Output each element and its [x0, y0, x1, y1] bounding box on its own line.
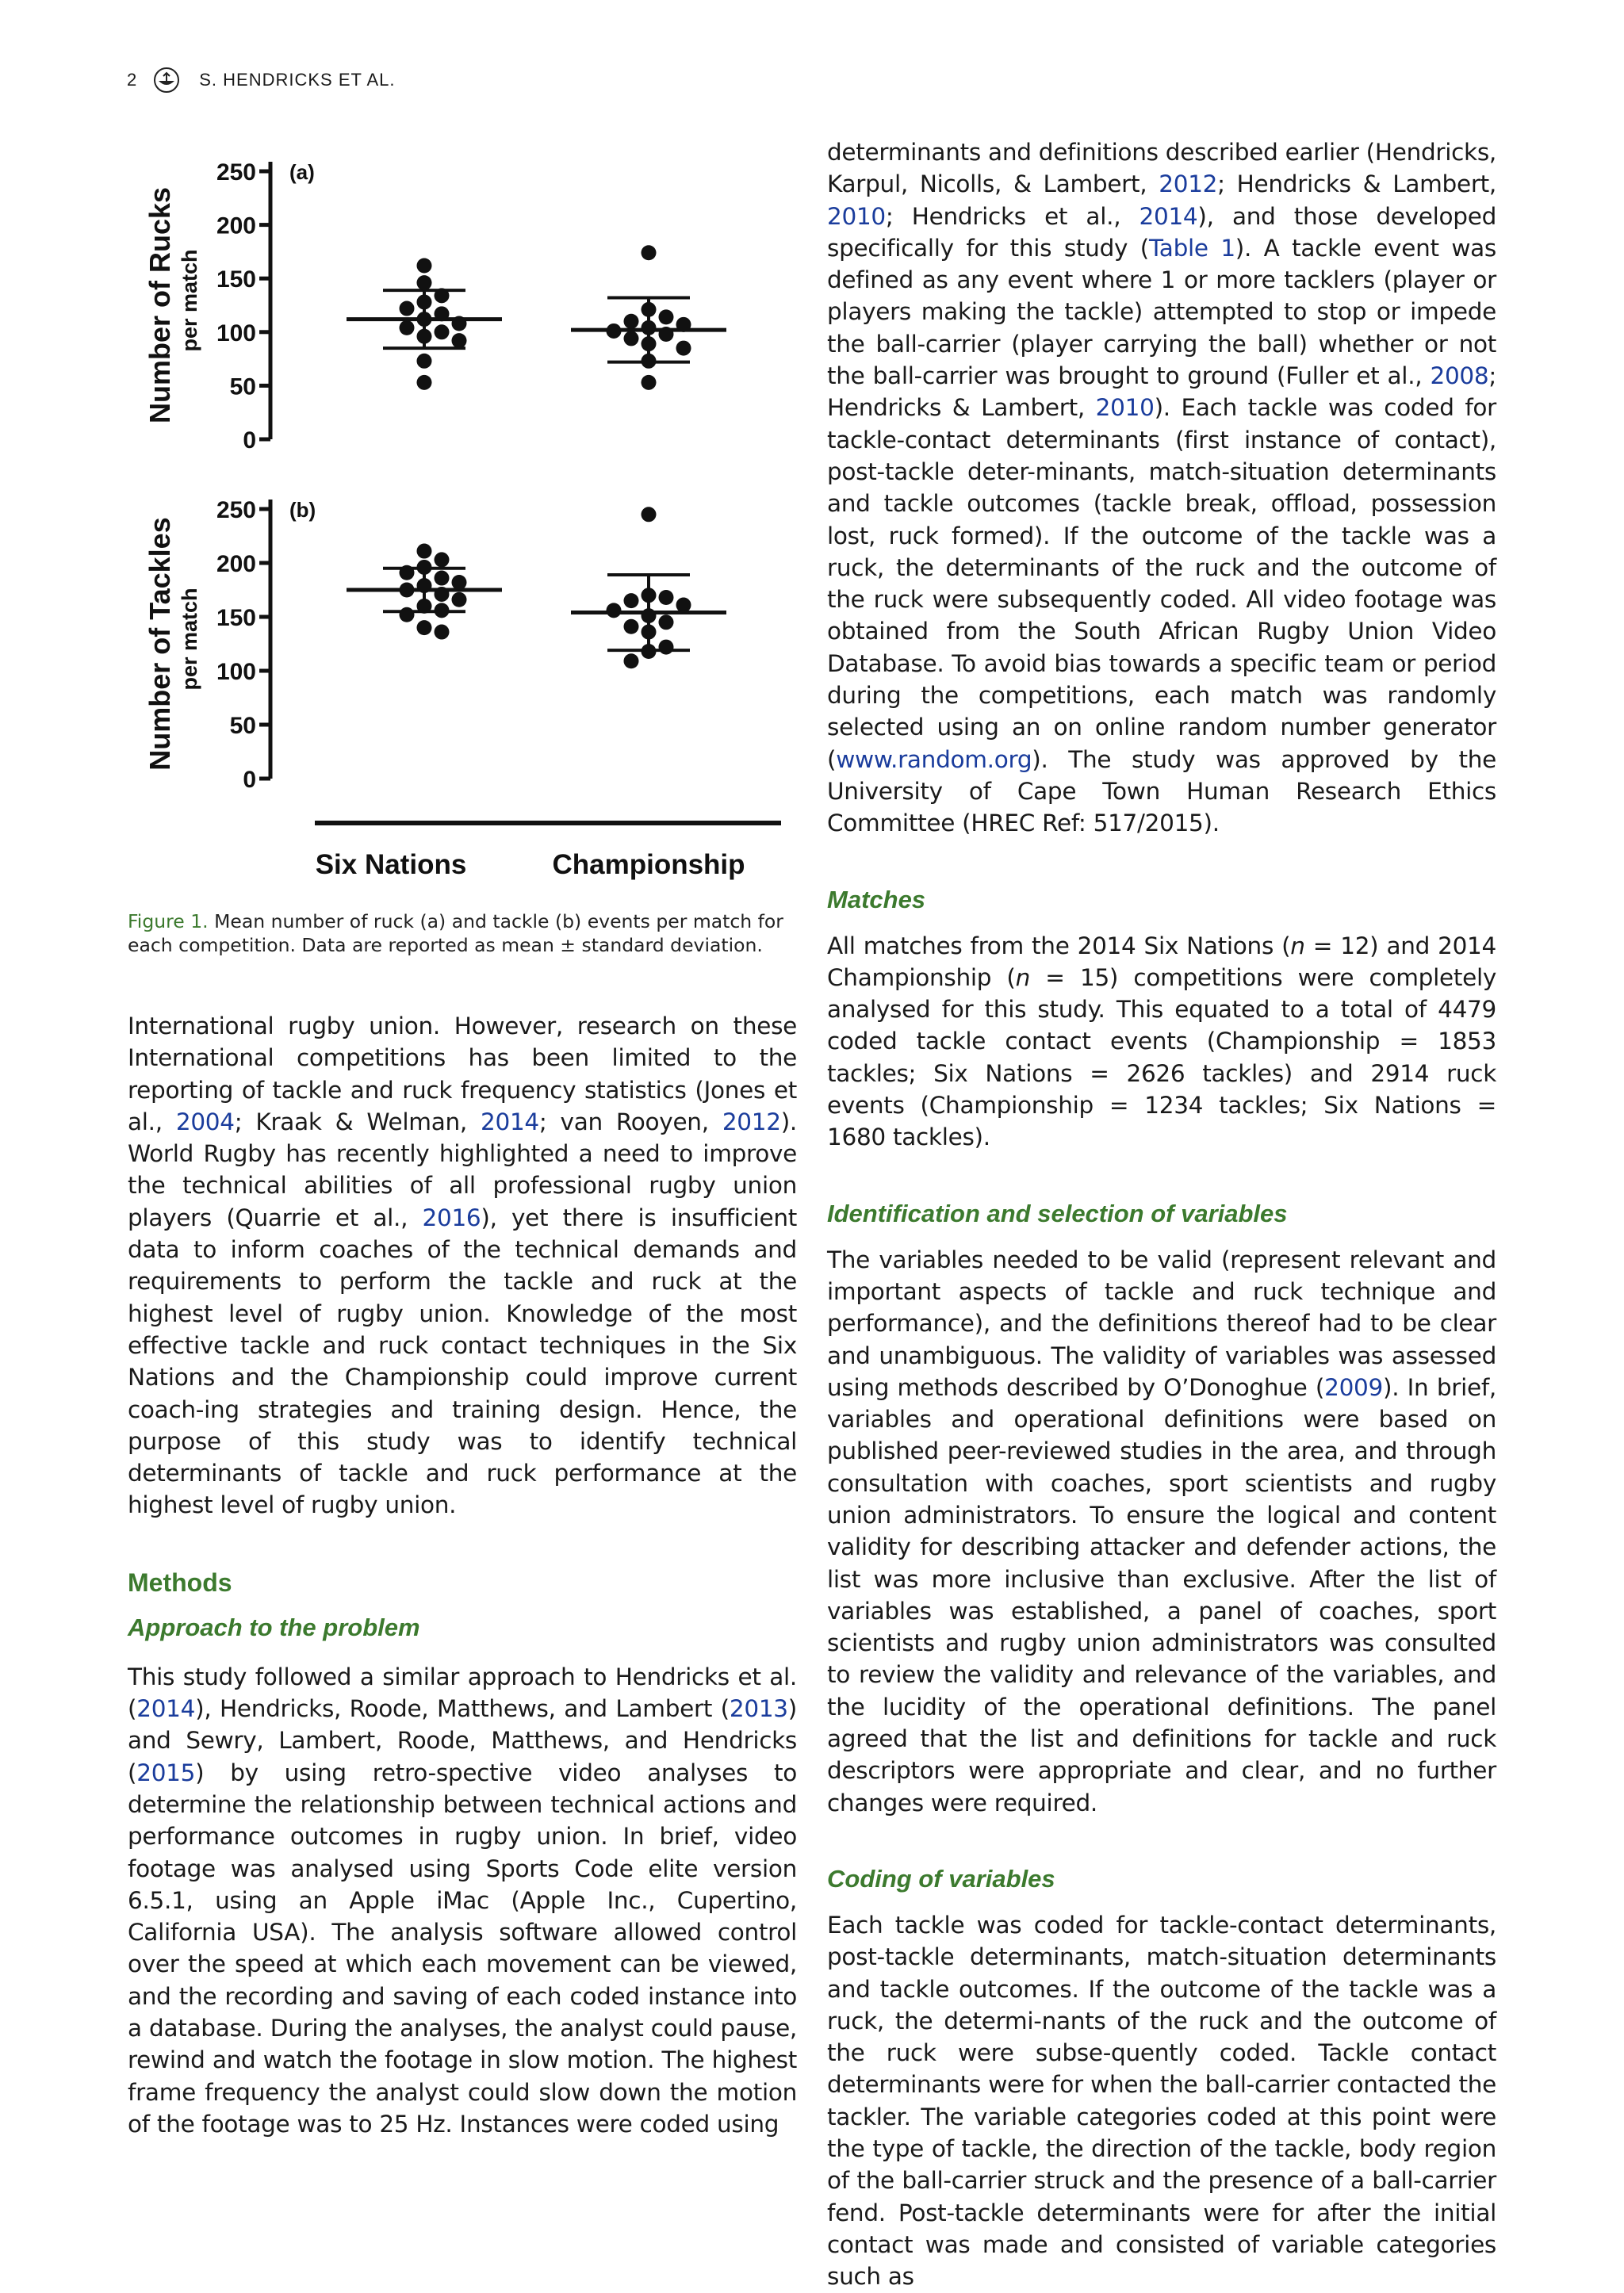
text-run: ; Hendricks et al., — [885, 202, 1139, 230]
identification-paragraph — [827, 1244, 1496, 1819]
y-tick-label: 200 — [216, 551, 256, 577]
approach-heading: Approach to the problem — [128, 1613, 420, 1641]
text-run: ; Hendricks & Lambert, — [827, 362, 1496, 422]
data-point — [435, 324, 450, 339]
y-tick-label: 150 — [216, 266, 256, 293]
data-point — [435, 571, 450, 586]
data-point — [642, 302, 657, 317]
data-point — [607, 603, 622, 618]
data-point — [435, 587, 450, 602]
italic-text: n — [1015, 963, 1031, 991]
x-category-label: Championship — [552, 849, 745, 880]
matches-heading: Matches — [827, 885, 926, 913]
data-point — [642, 507, 657, 522]
text-run: ), Hendricks, Roode, Matthews, and Lambert ( — [195, 1695, 730, 1723]
methods-heading: Methods — [128, 1568, 232, 1597]
text-run: = 12) and 2014 Championship ( — [827, 932, 1496, 991]
data-point — [676, 598, 691, 613]
figure-caption — [128, 909, 799, 957]
data-point — [417, 578, 432, 593]
text-run: ) by using retro-spective video analyses to determine the relationship between technical actions and performance outcomes in rugby union. In brief, video footage was analysed using Sports Code elite version 6.5.1, using an Apple iMac (Apple Inc., Cupertino, California USA). The analysis software allowed control over the speed at which each movement can be viewed, and the recording and saving of each coded instance into a database. During the analyses, the analyst could pause, rewind and watch the footage in slow motion. The highest frame frequency the analyst could slow down the motion of the footage was to 25 Hz. Instances were coded using — [128, 1759, 797, 2138]
citation-link[interactable]: 2010 — [827, 202, 886, 230]
data-point — [642, 644, 657, 659]
citation-link[interactable]: 2015 — [136, 1759, 196, 1786]
data-point — [435, 288, 450, 303]
y-tick-label: 50 — [229, 713, 256, 739]
citation-link[interactable]: www.random.org — [836, 745, 1032, 773]
running-head-authors: S. HENDRICKS ET AL. — [199, 70, 396, 90]
data-point — [624, 653, 639, 668]
data-point — [624, 619, 639, 634]
italic-text: n — [1290, 932, 1305, 959]
data-point — [659, 640, 674, 655]
y-tick-label: 0 — [243, 427, 256, 454]
running-head — [127, 67, 395, 94]
text-run: = 15) competitions were completely analysed for this study. This equated to a total of 4479 coded tackle contact events (Championship = 1853 tackles; Six Nations = 2626 tackles) and 2914 ruck events (Championship = 1234 tackles; Six Nations = 1680 tackles). — [827, 963, 1496, 1151]
y-tick-label: 250 — [216, 159, 256, 186]
identification-heading: Identification and selection of variables — [827, 1199, 1288, 1227]
data-point — [642, 336, 657, 351]
citation-link[interactable]: 2012 — [1159, 170, 1218, 198]
data-point — [417, 375, 432, 390]
citation-link[interactable]: 2008 — [1430, 362, 1489, 390]
citation-link[interactable]: 2014 — [136, 1695, 196, 1723]
text-run: determinants and definitions described earlier (Hendricks, Karpul, Nicolls, & Lambert, — [827, 139, 1496, 198]
data-point — [452, 592, 467, 607]
data-point — [417, 599, 432, 614]
y-tick-label: 250 — [216, 497, 256, 523]
right-column — [827, 136, 1496, 2293]
citation-link[interactable]: 2009 — [1324, 1373, 1383, 1401]
data-point — [452, 316, 467, 331]
panel-label: (b) — [289, 498, 316, 522]
x-category-label: Six Nations — [315, 849, 467, 880]
data-point — [400, 320, 415, 335]
text-run: ). In brief, variables and operational definitions were based on published peer-reviewed studies in the area, and through consultation with coaches, sport scientists and rugby union administrators. To ensure the logical and content validity for describing attacker and defender actions, the list was more inclusive than exclusive. After the list of variables was established, a panel of coaches, sport scientists and rugby union administrators was consulted to review the validity and relevance of the variables, and the lucidity of the operational definitions. The panel agreed that the list and definitions for tackle and ruck descriptors were appropriate and clear, and no further changes were required. — [827, 1373, 1496, 1816]
data-point — [676, 341, 691, 356]
text-run: ). Each tackle was coded for tackle-contact determinants (first instance of contact), post-tackle deter-minants, match-situation determinants and tackle outcomes (tackle break, offload, possession lost, ruck formed). If the outcome of the tackle was a ruck, the determinants of the ruck and the outcome of the ruck were subsequently coded. All video footage was obtained from the South African Rugby Union Video Database. To avoid bias towards a specific team or period during the competitions, each match was randomly selected using an on online random number generator ( — [827, 394, 1496, 773]
y-tick-label: 100 — [216, 320, 256, 346]
page-number: 2 — [127, 70, 138, 90]
citation-link[interactable]: 2014 — [481, 1108, 539, 1135]
data-point — [417, 275, 432, 290]
y-axis-subtitle: per match — [178, 249, 201, 352]
text-run: ), and those developed specifically for this study ( — [827, 202, 1496, 262]
publisher-logo-icon — [153, 67, 180, 94]
y-axis-subtitle: per match — [178, 588, 201, 691]
data-point — [642, 245, 657, 260]
data-point — [624, 593, 639, 608]
text-run: International rugby union. However, research on these International competitions has been limited to the reporting of tackle and ruck frequency statistics (Jones et al., — [128, 1013, 797, 1135]
data-point — [435, 552, 450, 567]
data-point — [676, 317, 691, 332]
y-tick-label: 200 — [216, 212, 256, 239]
y-tick-label: 150 — [216, 605, 256, 631]
data-point — [435, 625, 450, 640]
data-point — [400, 565, 415, 580]
text-run: ; van Rooyen, — [538, 1108, 722, 1135]
text-run: ), yet there is insufficient data to inform coaches of the technical demands and requirements to perform the tackle and ruck at the highest level of rugby union. Knowledge of the most effective tackle and ruck contact techniques in the Six Nations and the Championship could improve current coach-ing strategies and training design. Hence, the purpose of this study was to identify technical determinants of tackle and ruck performance at the highest level of rugby union. — [128, 1204, 797, 1519]
approach-paragraph — [128, 1661, 797, 2140]
coding-heading: Coding of variables — [827, 1864, 1055, 1893]
text-run: ; Hendricks & Lambert, — [1217, 170, 1496, 198]
data-point — [659, 614, 674, 630]
text-run: ; Kraak & Welman, — [234, 1108, 481, 1135]
y-tick-label: 50 — [229, 373, 256, 400]
citation-link[interactable]: 2010 — [1095, 394, 1155, 422]
data-point — [417, 560, 432, 575]
figure-caption-text: Mean number of ruck (a) and tackle (b) events per match for each competition. Data are reported as mean ± standard deviation. — [128, 910, 783, 956]
data-point — [435, 603, 450, 618]
intro-paragraph — [128, 1010, 797, 1522]
data-point — [452, 575, 467, 590]
y-axis-title: Number of Tackles — [144, 517, 176, 771]
data-point — [642, 625, 657, 640]
data-point — [607, 323, 622, 339]
text-run: ). World Rugby has recently highlighted a need to improve the technical abilities of all professional rugby union players (Quarrie et al., — [128, 1108, 797, 1231]
data-point — [417, 620, 432, 635]
data-point — [642, 375, 657, 390]
data-point — [400, 583, 415, 598]
figure-caption-label: Figure 1. — [128, 910, 209, 932]
data-point — [642, 588, 657, 603]
text-run: ). The study was approved by the University of Cape Town Human Research Ethics Committee (HREC Ref: 517/2015). — [827, 745, 1496, 837]
data-point — [417, 329, 432, 344]
coding-paragraph — [827, 1909, 1496, 2293]
text-run: ) and Sewry, Lambert, Roode, Matthews, and Hendricks ( — [128, 1695, 797, 1786]
citation-link[interactable]: 2014 — [1139, 202, 1198, 230]
y-tick-label: 100 — [216, 659, 256, 685]
data-point — [400, 301, 415, 316]
data-point — [435, 306, 450, 321]
panel-label: (a) — [289, 160, 315, 184]
y-axis-title: Number of Rucks — [144, 186, 176, 424]
data-point — [624, 314, 639, 329]
data-point — [452, 333, 467, 348]
citation-link[interactable]: Table 1 — [1148, 234, 1235, 262]
data-point — [642, 354, 657, 369]
left-column — [128, 1010, 797, 2140]
citation-link[interactable]: 2013 — [729, 1695, 788, 1723]
data-point — [417, 544, 432, 559]
citation-link[interactable]: 2012 — [722, 1108, 781, 1135]
text-run: This study followed a similar approach to Hendricks et al. ( — [128, 1663, 797, 1723]
text-run: The variables needed to be valid (represent relevant and important aspects of tackle and ruck technique and performance), and the definitions thereof had to be clear and unambiguous. The validity of variables was assessed using methods described by O’Donoghue ( — [827, 1246, 1496, 1401]
citation-link[interactable]: 2004 — [175, 1108, 235, 1135]
data-point — [400, 607, 415, 622]
data-point — [417, 312, 432, 327]
data-point — [417, 258, 432, 273]
data-point — [624, 331, 639, 346]
data-point — [659, 590, 674, 605]
y-tick-label: 0 — [243, 767, 256, 793]
text-run: ). A tackle event was defined as any event where 1 or more tacklers (player or players making the tackle) attempted to stop or impede the ball-carrier (player carrying the ball) whether or not the ball-carrier was brought to ground (Fuller et al., — [827, 234, 1496, 390]
text-run: Each tackle was coded for tackle-contact determinants, post-tackle determinants, match-situation determinants and tackle outcomes. If the outcome of the tackle was a ruck, the determi-nants of the ruck and the outcome of the ruck were subse-quently coded. Tackle contact determinants were for when the ball-carrier contacted the tackler. The variable categories coded at this point were the type of tackle, the direction of the tackle, body region of the ball-carrier struck and the presence of a ball-carrier fend. Post-tackle determinants were for after the initial contact was made and consisted of variable categories such as — [827, 1911, 1496, 2291]
data-point — [659, 309, 674, 324]
data-point — [642, 320, 657, 335]
data-point — [659, 327, 674, 342]
citation-link[interactable]: 2016 — [422, 1204, 481, 1231]
figure-1 — [119, 135, 809, 896]
matches-paragraph — [827, 930, 1496, 1154]
data-point — [417, 354, 432, 369]
data-point — [642, 608, 657, 623]
data-point — [417, 294, 432, 309]
text-run: All matches from the 2014 Six Nations ( — [827, 932, 1291, 959]
continued-paragraph — [827, 136, 1496, 840]
